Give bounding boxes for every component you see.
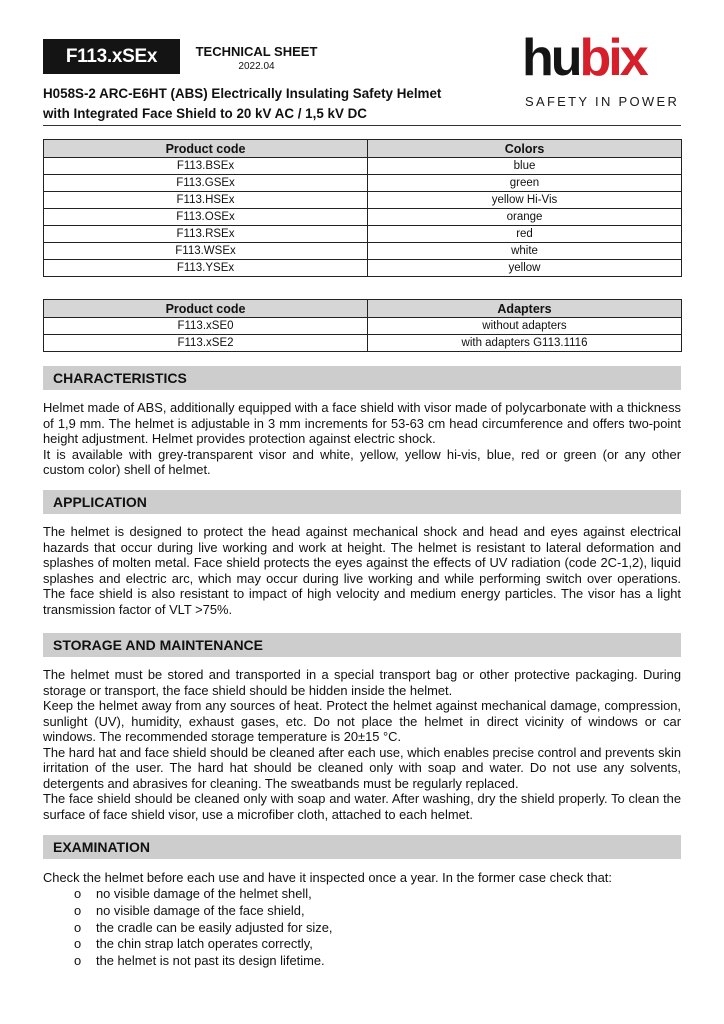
heading-line-2: with Integrated Face Shield to 20 kV AC / 1,5 kV DC: [43, 106, 367, 121]
logo-tagline: SAFETY IN POWER: [525, 94, 680, 109]
table-header-row: [44, 300, 682, 318]
storage-text: [43, 667, 681, 822]
sheet-date: 2022.04: [238, 61, 275, 72]
bullet-marker: o: [74, 953, 82, 969]
sheet-title: TECHNICAL SHEET: [195, 44, 318, 59]
color-cell: green: [368, 175, 682, 192]
section-heading-characteristics: CHARACTERISTICS: [43, 366, 681, 390]
product-code-cell: F113.BSEx: [44, 158, 368, 175]
examination-checklist: [74, 886, 332, 970]
header-divider: [43, 125, 681, 126]
product-code-cell: F113.WSEx: [44, 243, 368, 260]
bullet-marker: o: [74, 902, 82, 918]
logo-word-red: bix: [579, 29, 646, 87]
paragraph: The hard hat and face shield should be cleaned after each use, which enables precise control and prevents skin irritation of the user. The hard hat should be cleaned only with soap and water. Do not use any solvents, detergents and abrasives for cleaning. The sweatbands must be regularly replaced.: [43, 744, 681, 791]
list-item: [74, 903, 332, 920]
table-row: [44, 209, 682, 226]
paragraph: Helmet made of ABS, additionally equipped with a face shield with visor made of polycarbonate with a thickness of 1,9 mm. The helmet is adjustable in 3 mm increments for 53-63 cm head circumference and offers two-point height adjustment. Helmet provides protection against electric shock.: [43, 400, 681, 446]
paragraph: It is available with grey-transparent visor and white, yellow, yellow hi-vis, blue, red or green (or any other custom color) shell of helmet.: [43, 446, 681, 477]
color-cell: white: [368, 243, 682, 260]
hubix-logo: [522, 30, 684, 114]
list-item-text: the cradle can be easily adjusted for size,: [96, 919, 333, 935]
logo-wordmark: [522, 30, 646, 86]
list-item: [74, 936, 332, 953]
product-code-cell: F113.HSEx: [44, 192, 368, 209]
table-row: [44, 158, 682, 175]
list-item: [74, 953, 332, 970]
product-code-cell: F113.GSEx: [44, 175, 368, 192]
table-row: [44, 226, 682, 243]
list-item-text: the helmet is not past its design lifetime.: [96, 953, 325, 969]
bullet-marker: o: [74, 886, 82, 901]
table-row: [44, 175, 682, 192]
colors-table: [43, 139, 682, 277]
product-code-cell: F113.xSE2: [44, 335, 368, 352]
section-heading-storage: STORAGE AND MAINTENANCE: [43, 633, 681, 657]
heading-line-1: H058S-2 ARC-E6HT (ABS) Electrically Insulating Safety Helmet: [43, 86, 442, 101]
product-code-cell: F113.YSEx: [44, 260, 368, 277]
color-cell: orange: [368, 209, 682, 226]
column-header: Product code: [44, 300, 368, 318]
column-header: Adapters: [368, 300, 682, 318]
paragraph: The helmet must be stored and transported in a special transport bag or other protective packaging. During storage or transport, the face shield should be hidden inside the helmet.: [43, 667, 681, 698]
adapters-table: [43, 299, 682, 352]
table-row: [44, 335, 682, 352]
paragraph: The face shield should be cleaned only with soap and water. After washing, dry the shield properly. To clean the surface of face shield visor, use a microfiber cloth, attached to each helmet.: [43, 791, 681, 822]
column-header: Product code: [44, 140, 368, 158]
product-code-badge: F113.xSEx: [43, 39, 180, 74]
bullet-marker: o: [74, 919, 82, 935]
list-item-text: no visible damage of the face shield,: [96, 902, 305, 918]
adapter-cell: without adapters: [368, 318, 682, 335]
application-text: [43, 524, 681, 617]
product-code-cell: F113.RSEx: [44, 226, 368, 243]
table-row: [44, 318, 682, 335]
product-code-cell: F113.xSE0: [44, 318, 368, 335]
section-heading-examination: EXAMINATION: [43, 835, 681, 859]
column-header: Colors: [368, 140, 682, 158]
section-heading-application: APPLICATION: [43, 490, 681, 514]
list-item: [74, 886, 332, 903]
list-item: [74, 920, 332, 937]
table-header-row: [44, 140, 682, 158]
examination-intro: Check the helmet before each use and have it inspected once a year. In the former case check that:: [43, 870, 612, 885]
product-code-cell: F113.OSEx: [44, 209, 368, 226]
color-cell: red: [368, 226, 682, 243]
color-cell: yellow Hi-Vis: [368, 192, 682, 209]
color-cell: yellow: [368, 260, 682, 277]
table-row: [44, 260, 682, 277]
list-item-text: no visible damage of the helmet shell,: [96, 886, 312, 901]
document-heading: [43, 84, 513, 124]
list-item-text: the chin strap latch operates correctly,: [96, 936, 313, 952]
paragraph: The helmet is designed to protect the head against mechanical shock and head and eyes against electrical hazards that occur during live working and work at height. The helmet is resistant to lateral deformation and splashes of molten metal. Face shield protects the eyes against the effects of UV radiation (code 2C-1,2), liquid splashes and electric arc, which may occur during live working and while performing switch over operations. The face shield is also resistant to impact of high velocity and medium energy particles. The visor has a light transmission factor of VLT >75%.: [43, 524, 681, 617]
characteristics-text: [43, 400, 681, 478]
paragraph: Keep the helmet away from any sources of heat. Protect the helmet against mechanical damage, compression, sunlight (UV), humidity, exhaust gases, etc. Do not place the helmet in direct vicinity of windows or car windows. The recommended storage temperature is 20±15 °C.: [43, 698, 681, 744]
color-cell: blue: [368, 158, 682, 175]
logo-word-dark: hu: [522, 29, 580, 87]
adapter-cell: with adapters G113.1116: [368, 335, 682, 352]
bullet-marker: o: [74, 936, 82, 952]
table-row: [44, 192, 682, 209]
table-row: [44, 243, 682, 260]
